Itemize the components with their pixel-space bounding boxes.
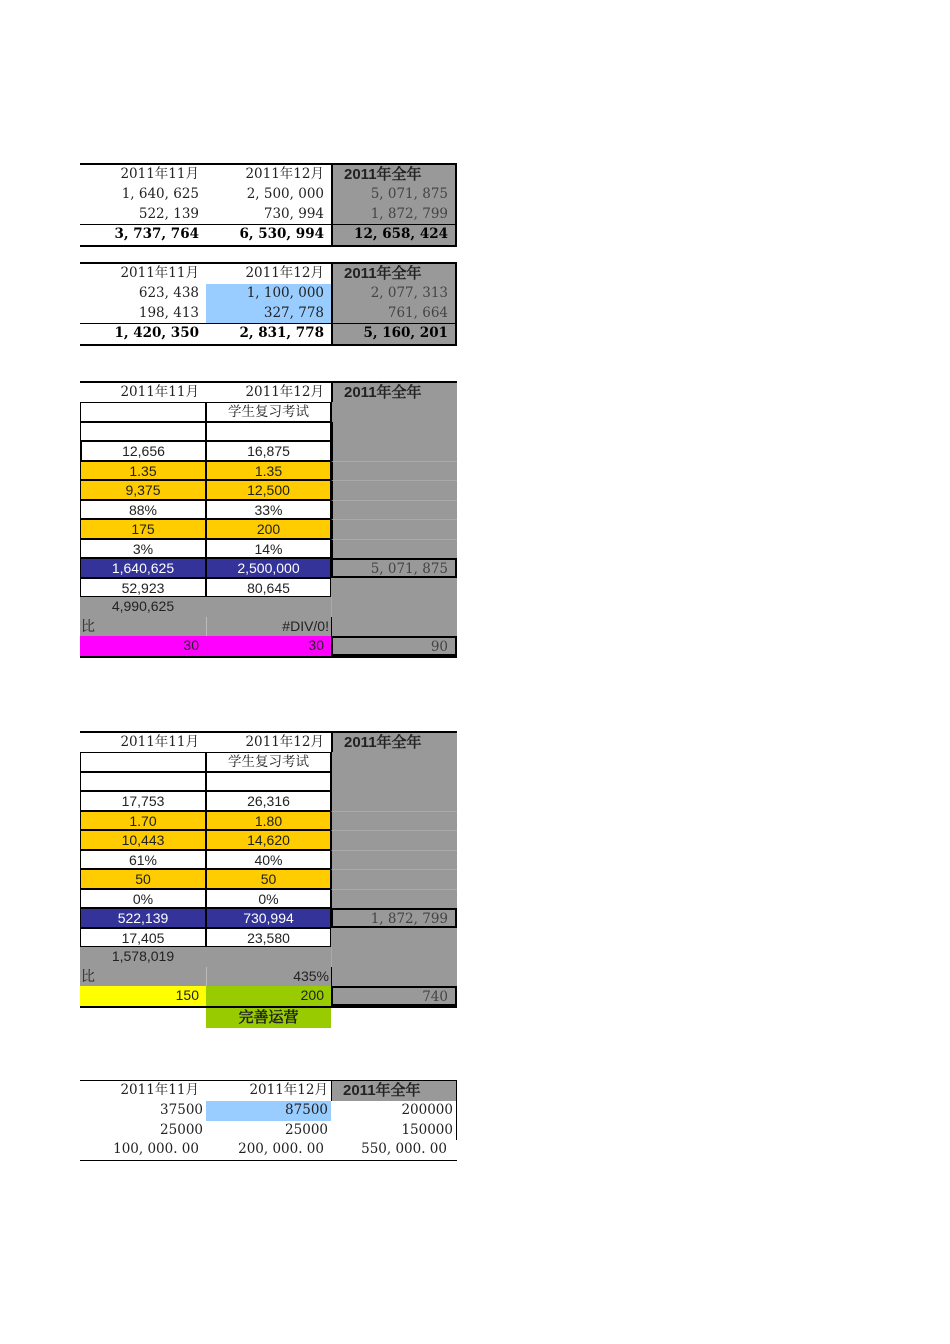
table-row <box>80 889 457 909</box>
header-year: 2011年全年 <box>331 1081 457 1101</box>
detail-table-2 <box>80 731 457 1028</box>
detail-table-1 <box>80 381 457 658</box>
cell <box>331 519 457 539</box>
cell: 14% <box>206 539 331 559</box>
cell: 2,500,000 <box>206 558 331 578</box>
table-row <box>80 1121 457 1141</box>
cell <box>331 967 457 987</box>
table-row <box>80 830 457 850</box>
table-row <box>80 185 457 205</box>
cell <box>331 597 457 617</box>
cell <box>331 811 457 831</box>
table-row <box>80 558 457 578</box>
cell: 1, 872, 799 <box>331 908 457 928</box>
table-row <box>80 617 457 637</box>
table-row <box>80 441 457 461</box>
cell: 761, 664 <box>331 304 457 324</box>
cell: 12,656 <box>80 441 206 461</box>
header-year: 2011年全年 <box>331 383 457 402</box>
cell: 6, 530, 994 <box>239 226 324 242</box>
table-row <box>80 461 457 481</box>
cell: 16,875 <box>206 441 331 461</box>
cell: 26,316 <box>206 791 331 811</box>
input-cell[interactable]: 1.35 <box>206 461 331 481</box>
cell: 90 <box>331 636 457 656</box>
table-row <box>80 850 457 870</box>
header-row <box>80 731 457 752</box>
header-dec: 2011年12月 <box>245 734 324 750</box>
footer-row <box>80 1008 457 1028</box>
cell <box>331 869 457 889</box>
cell <box>331 441 457 461</box>
table-row <box>80 402 457 422</box>
cell <box>331 480 457 500</box>
cell: 17,405 <box>80 928 206 948</box>
cell <box>206 597 331 617</box>
table-row <box>80 772 457 792</box>
cell <box>206 422 331 442</box>
cell <box>331 500 457 520</box>
table-row <box>80 519 457 539</box>
cell <box>206 772 331 792</box>
cell <box>80 752 206 772</box>
cell: 2, 500, 000 <box>246 186 324 202</box>
cell: 5, 071, 875 <box>331 558 457 578</box>
header-nov: 2011年11月 <box>120 1082 199 1098</box>
cell: 61% <box>80 850 206 870</box>
table-row <box>80 422 457 442</box>
input-cell[interactable]: 1.80 <box>206 811 331 831</box>
header-row <box>80 262 457 284</box>
cell: 2, 077, 313 <box>331 284 457 304</box>
header-dec: 2011年12月 <box>249 1082 328 1098</box>
table-row <box>80 500 457 520</box>
cell: #DIV/0! <box>206 617 331 637</box>
cell: 37500 <box>160 1102 203 1118</box>
cell <box>206 947 331 967</box>
header-nov: 2011年11月 <box>120 166 199 182</box>
table-row <box>80 947 457 967</box>
cell: 5, 071, 875 <box>331 185 457 205</box>
table-row <box>80 636 457 658</box>
table-row <box>80 811 457 831</box>
cell <box>331 772 457 792</box>
header-nov: 2011年11月 <box>120 734 199 750</box>
header-year: 2011年全年 <box>331 264 457 284</box>
cell: 88% <box>80 500 206 520</box>
header-nov: 2011年11月 <box>120 265 199 281</box>
cell: 150 <box>80 986 206 1006</box>
cell: 12, 658, 424 <box>331 225 457 245</box>
summary-table-3 <box>80 1080 457 1161</box>
note-cell: 学生复习考试 <box>206 402 331 422</box>
cell: 0% <box>80 889 206 909</box>
input-cell[interactable]: 14,620 <box>206 830 331 850</box>
cell: 1, 872, 799 <box>331 205 457 225</box>
cell: 730, 994 <box>263 205 324 222</box>
total-row <box>80 224 457 247</box>
input-cell[interactable]: 200 <box>206 519 331 539</box>
table-row <box>80 578 457 598</box>
table-row <box>80 597 457 617</box>
cell: 0% <box>206 889 331 909</box>
summary-table-1 <box>80 163 457 247</box>
input-cell[interactable]: 1.35 <box>80 461 206 481</box>
header-row <box>80 1080 457 1101</box>
table-row <box>80 928 457 948</box>
cell <box>331 791 457 811</box>
cell <box>331 830 457 850</box>
cell: 1,578,019 <box>80 947 206 967</box>
cell <box>80 402 206 422</box>
input-cell[interactable]: 87500 <box>206 1101 331 1121</box>
table-row <box>80 986 457 1008</box>
cell: 30 <box>206 636 331 656</box>
total-row <box>80 1140 457 1161</box>
cell: 1, 420, 350 <box>114 325 199 341</box>
cell: 522, 139 <box>138 205 199 222</box>
cell: 比 <box>80 617 206 637</box>
header-nov: 2011年11月 <box>120 384 199 400</box>
cell: 33% <box>206 500 331 520</box>
cell <box>331 850 457 870</box>
cell: 17,753 <box>80 791 206 811</box>
input-cell[interactable]: 50 <box>80 869 206 889</box>
cell <box>331 752 457 772</box>
cell: 435% <box>206 967 331 987</box>
cell: 40% <box>206 850 331 870</box>
cell: 200, 000. 00 <box>238 1141 324 1157</box>
input-cell[interactable]: 10,443 <box>80 830 206 850</box>
table-row <box>80 869 457 889</box>
cell: 550, 000. 00 <box>361 1141 447 1157</box>
cell: 5, 160, 201 <box>331 324 457 344</box>
cell: 80,645 <box>206 578 331 598</box>
cell: 2, 831, 778 <box>239 325 324 341</box>
cell <box>80 772 206 792</box>
cell: 3, 737, 764 <box>114 226 199 242</box>
cell: 30 <box>80 636 206 656</box>
footer-label: 完善运营 <box>206 1008 331 1028</box>
header-row <box>80 163 457 185</box>
input-cell[interactable]: 327, 778 <box>206 304 331 324</box>
input-cell[interactable]: 50 <box>206 869 331 889</box>
table-row <box>80 752 457 772</box>
table-row <box>80 967 457 987</box>
cell: 23,580 <box>206 928 331 948</box>
table-row <box>80 791 457 811</box>
cell: 25000 <box>160 1121 203 1138</box>
cell: 740 <box>331 986 457 1006</box>
cell: 150000 <box>331 1121 457 1141</box>
table-row <box>80 480 457 500</box>
cell: 1, 640, 625 <box>121 186 199 202</box>
cell: 200000 <box>331 1101 457 1121</box>
cell: 52,923 <box>80 578 206 598</box>
cell <box>331 539 457 559</box>
input-cell[interactable]: 1, 100, 000 <box>206 284 331 304</box>
table-row <box>80 205 457 225</box>
cell: 1,640,625 <box>80 558 206 578</box>
cell: 3% <box>80 539 206 559</box>
input-cell[interactable]: 12,500 <box>206 480 331 500</box>
cell: 比 <box>80 967 206 987</box>
header-dec: 2011年12月 <box>245 166 324 182</box>
cell: 100, 000. 00 <box>113 1141 199 1157</box>
header-dec: 2011年12月 <box>245 384 324 400</box>
cell <box>331 578 457 598</box>
cell <box>331 402 457 422</box>
table-row <box>80 539 457 559</box>
summary-table-2 <box>80 262 457 346</box>
cell: 522,139 <box>80 908 206 928</box>
header-dec: 2011年12月 <box>245 265 324 281</box>
header-year: 2011年全年 <box>331 733 457 752</box>
header-year: 2011年全年 <box>331 165 457 185</box>
cell <box>80 422 206 442</box>
cell <box>331 617 457 637</box>
table-row <box>80 908 457 928</box>
note-cell: 学生复习考试 <box>206 752 331 772</box>
cell <box>331 461 457 481</box>
cell: 198, 413 <box>138 304 199 321</box>
cell <box>331 889 457 909</box>
cell: 730,994 <box>206 908 331 928</box>
cell <box>331 928 457 948</box>
cell: 200 <box>206 986 331 1006</box>
header-row <box>80 381 457 402</box>
table-row <box>80 1101 457 1121</box>
cell <box>331 947 457 967</box>
table-row <box>80 284 457 304</box>
input-cell[interactable]: 175 <box>80 519 206 539</box>
cell <box>331 422 457 442</box>
table-row <box>80 304 457 324</box>
cell: 4,990,625 <box>80 597 206 617</box>
cell: 25000 <box>285 1121 328 1138</box>
total-row <box>80 323 457 346</box>
input-cell[interactable]: 1.70 <box>80 811 206 831</box>
input-cell[interactable]: 9,375 <box>80 480 206 500</box>
cell: 623, 438 <box>138 285 199 301</box>
